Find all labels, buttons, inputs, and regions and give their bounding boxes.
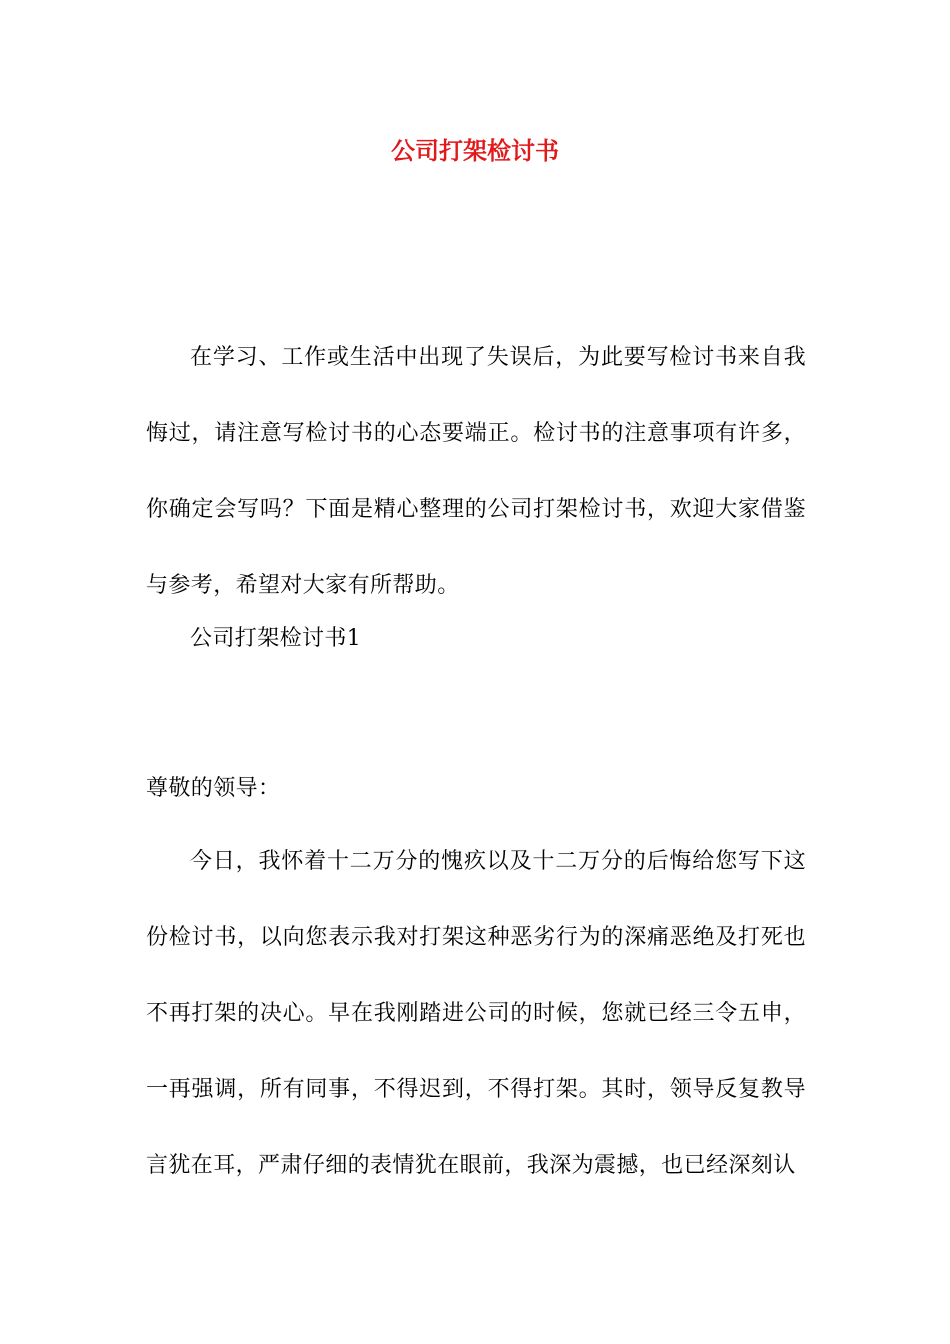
salutation: 尊敬的领导： — [146, 776, 281, 801]
document-title: 公司打架检讨书 — [391, 137, 559, 165]
intro-paragraph: 在学习、工作或生活中出现了失误后，为此要写检讨书来自我悔过，请注意写检讨书的心态要端正。检讨书的注意事项有许多，你确定会写吗？下面是精心整理的公司打架检讨书，欢迎大家借鉴与参考，希望对大家有所帮助。 — [146, 345, 806, 598]
section-heading: 公司打架检讨书1 — [190, 626, 362, 651]
body-paragraph: 今日，我怀着十二万分的愧疚以及十二万分的后悔给您写下这份检讨书，以向您表示我对打架这种恶劣行为的深痛恶绝及打死也不再打架的决心。早在我刚踏进公司的时候，您就已经三令五申，一再强调，所有同事，不得迟到，不得打架。其时，领导反复教导言犹在耳，严肃仔细的表情犹在眼前，我深为震撼，也已经深刻认 — [146, 849, 806, 1178]
